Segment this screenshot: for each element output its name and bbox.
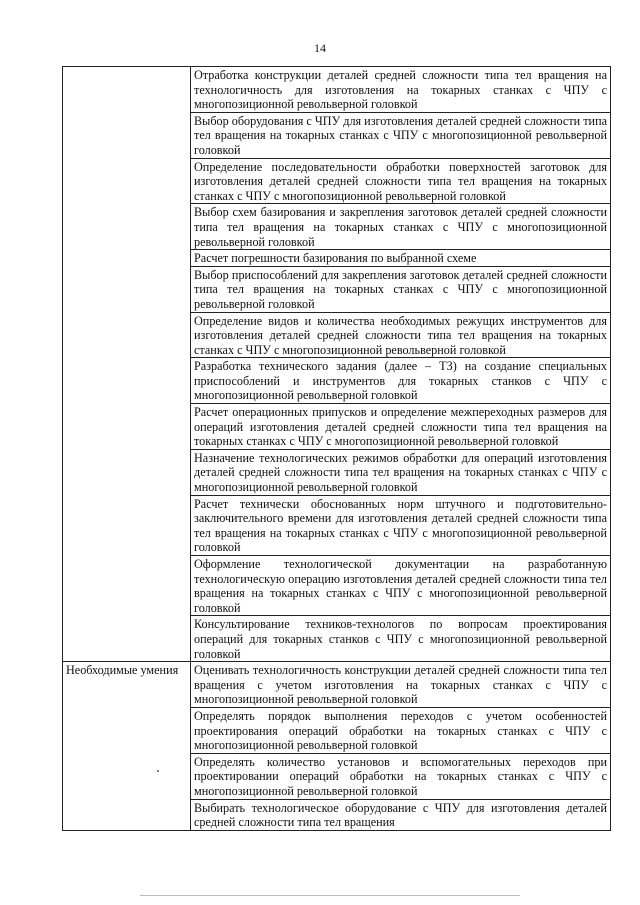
skill-item: Определять порядок выполнения переходов с учетом особенностей проектирования операций обработки на токарных станках с ЧПУ с многопозиционной револьверной головкой bbox=[191, 707, 611, 753]
scan-speck bbox=[157, 770, 159, 772]
action-item: Разработка технического задания (далее – ТЗ) на создание специальных приспособлений и инструментов для токарных станков с ЧПУ с многопозиционной револьверной головкой bbox=[191, 358, 611, 404]
action-item: Выбор оборудования с ЧПУ для изготовления деталей средней сложности типа тел вращения на токарных станках с ЧПУ с многопозиционной револьверной головкой bbox=[191, 112, 611, 158]
action-item: Отработка конструкции деталей средней сложности типа тел вращения на технологичность для изготовления на токарных станках с ЧПУ с многопозиционной револьверной головкой bbox=[191, 67, 611, 113]
skill-item: Определять количество установов и вспомогательных переходов при проектировании операций обработки на токарных станках с ЧПУ с многопозиционной револьверной головкой bbox=[191, 753, 611, 799]
scan-artifact-line bbox=[140, 895, 520, 896]
skill-item: Оценивать технологичность конструкции деталей средней сложности типа тел вращения с учетом изготовления на токарных станках с ЧПУ с многопозиционной револьверной головкой bbox=[191, 662, 611, 708]
table-row bbox=[63, 662, 611, 708]
action-item: Расчет погрешности базирования по выбранной схеме bbox=[191, 250, 611, 267]
action-item: Расчет технически обоснованных норм штучного и подготовительно-заключительного времени для изготовления деталей средней сложности типа тел вращения на токарных станках с ЧПУ с многопозиционной револьверной головкой bbox=[191, 495, 611, 555]
action-item: Расчет операционных припусков и определение межпереходных размеров для операций изготовления деталей средней сложности типа тел вращения на токарных станках с ЧПУ с многопозиционной револьверной головкой bbox=[191, 404, 611, 450]
action-item: Выбор приспособлений для закрепления заготовок деталей средней сложности типа тел вращения на токарных станках с ЧПУ с многопозиционной револьверной головкой bbox=[191, 266, 611, 312]
action-item: Выбор схем базирования и закрепления заготовок деталей средней сложности типа тел вращения на токарных станках с ЧПУ с многопозиционной револьверной головкой bbox=[191, 204, 611, 250]
skill-item: Выбирать технологическое оборудование с ЧПУ для изготовления деталей средней сложности типа тел вращения bbox=[191, 799, 611, 830]
page-number: 14 bbox=[314, 41, 326, 55]
requirements-table bbox=[62, 66, 611, 831]
action-item: Консультирование техников-технологов по вопросам проектирования операций для токарных станков с ЧПУ с многопозиционной револьверной головкой bbox=[191, 616, 611, 662]
action-item: Определение последовательности обработки поверхностей заготовок для изготовления деталей средней сложности типа тел вращения на токарных станках с ЧПУ с многопозиционной револьверной головкой bbox=[191, 158, 611, 204]
action-item: Определение видов и количества необходимых режущих инструментов для изготовления деталей средней сложности типа тел вращения на токарных станках с ЧПУ с многопозиционной револьверной головкой bbox=[191, 312, 611, 358]
action-item: Назначение технологических режимов обработки для операций изготовления деталей средней сложности типа тел вращения на токарных станках с ЧПУ с многопозиционной револьверной головкой bbox=[191, 449, 611, 495]
action-item: Оформление технологической документации на разработанную технологическую операцию изготовления деталей средней сложности типа тел вращения на токарных станках с ЧПУ с многопозиционной револьверной головкой bbox=[191, 556, 611, 616]
section-label-actions bbox=[63, 67, 191, 662]
table-row bbox=[63, 67, 611, 113]
section-label-skills: Необходимые умения bbox=[63, 662, 191, 831]
